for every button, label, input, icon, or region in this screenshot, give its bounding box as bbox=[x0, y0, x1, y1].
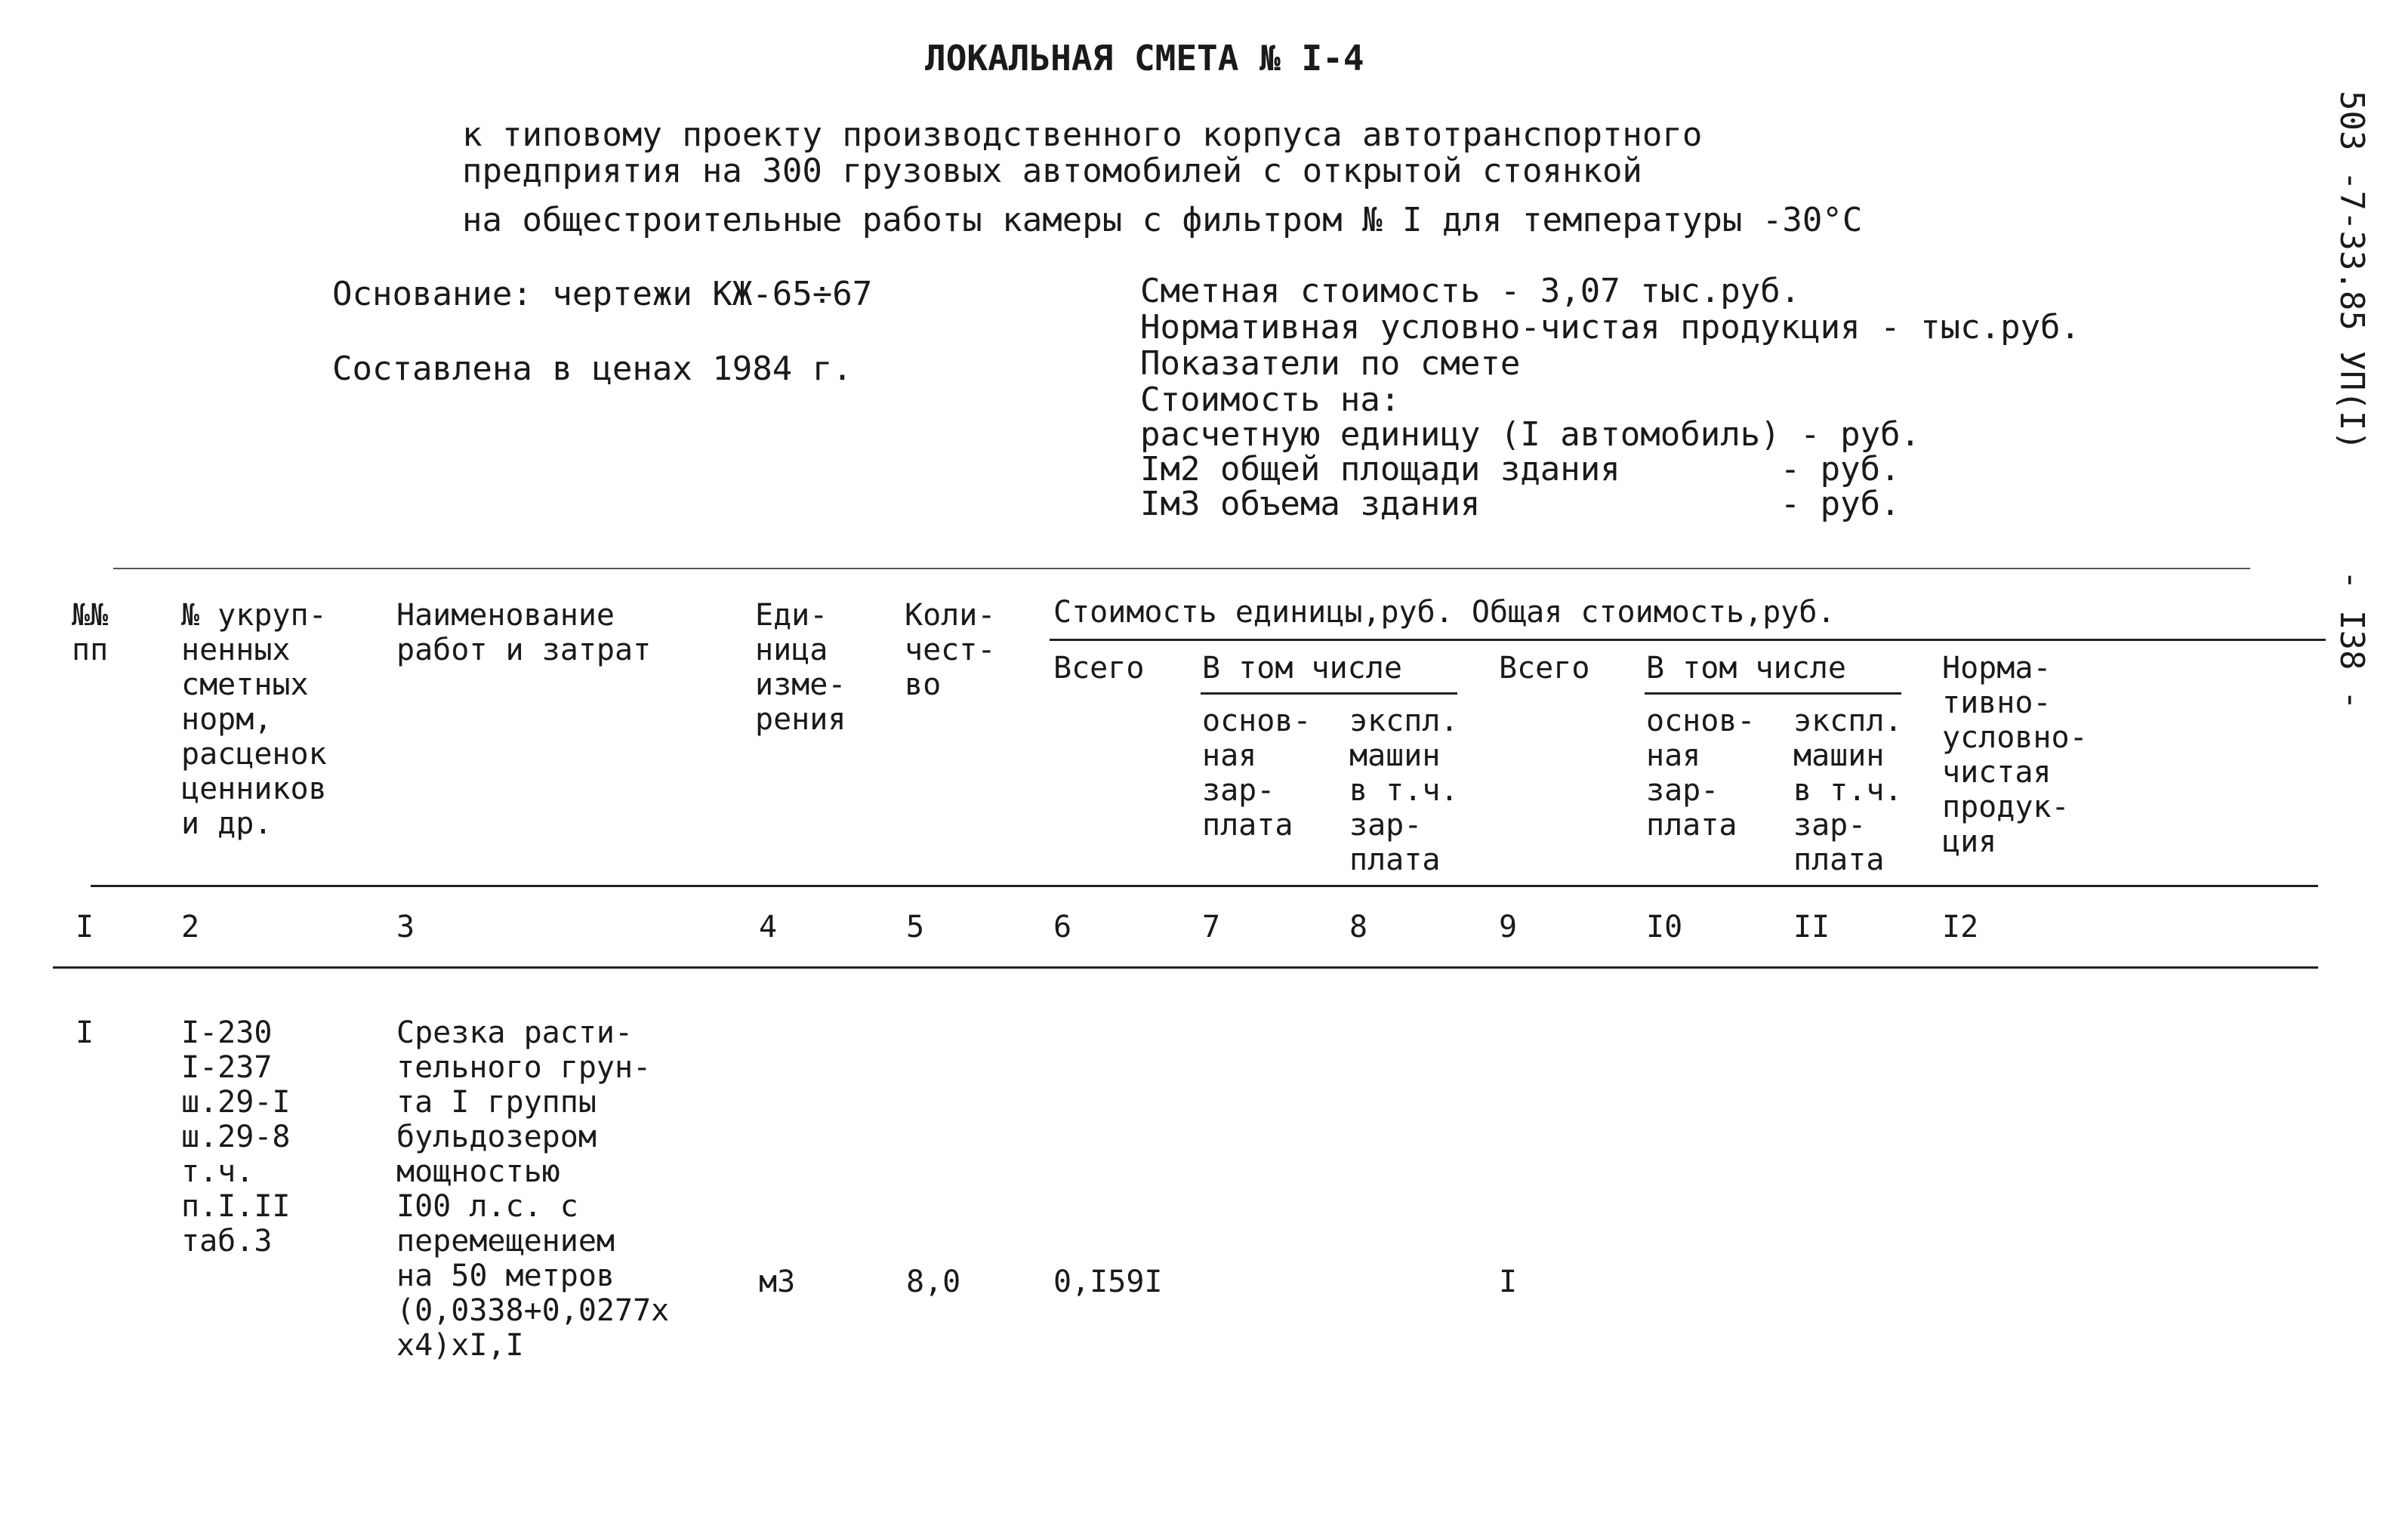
row-quantity: 8,0 bbox=[906, 1265, 961, 1299]
row-unit: м3 bbox=[759, 1265, 796, 1299]
header-bottom-rule bbox=[91, 885, 2318, 887]
col-number-7: 7 bbox=[1202, 910, 1221, 944]
col-number-1: I bbox=[76, 910, 94, 944]
summary-line-4: Стоимость на: bbox=[1140, 381, 1401, 419]
basis-text: Основание: чертежи КЖ-65÷67 bbox=[332, 275, 873, 313]
header-col-1: №№ пп bbox=[72, 598, 109, 667]
header-col-2: № укруп- ненных сметных норм, расценок ценников и др. bbox=[181, 598, 327, 841]
row-total-cost: I bbox=[1499, 1265, 1518, 1299]
header-col-8: экспл. машин в т.ч. зар- плата bbox=[1349, 704, 1459, 877]
col-number-8: 8 bbox=[1349, 910, 1368, 944]
summary-line-1: Сметная стоимость - 3,07 тыс.руб. bbox=[1140, 272, 1801, 310]
numbers-bottom-rule bbox=[53, 966, 2318, 969]
summary-line-2: Нормативная условно-чистая продукция - тыс.руб. bbox=[1140, 308, 2081, 347]
header-col-7: основ- ная зар- плата bbox=[1202, 704, 1312, 843]
header-col-4: Еди- ница изме- рения bbox=[755, 598, 846, 737]
subtitle-line-1: к типовому проекту производственного корпуса автотранспортного bbox=[462, 116, 1703, 154]
header-col-11: экспл. машин в т.ч. зар- плата bbox=[1793, 704, 1903, 877]
header-col-7-group: В том числе bbox=[1202, 651, 1402, 686]
group-header-underline bbox=[1050, 639, 2326, 641]
col-number-11: II bbox=[1793, 910, 1830, 944]
table-top-rule bbox=[113, 568, 2250, 569]
subgroup-underline-1 bbox=[1201, 692, 1457, 695]
col-number-6: 6 bbox=[1053, 910, 1072, 944]
prices-text: Составлена в ценах 1984 г. bbox=[332, 350, 853, 388]
header-col-5: Коли- чест- во bbox=[905, 598, 996, 702]
document-title: ЛОКАЛЬНАЯ СМЕТА № I-4 bbox=[925, 38, 1364, 79]
summary-line-5: расчетную единицу (I автомобиль) - руб. bbox=[1140, 415, 1921, 454]
header-col-9: Всего bbox=[1499, 651, 1590, 686]
subgroup-underline-2 bbox=[1645, 692, 1901, 695]
col-number-2: 2 bbox=[181, 910, 200, 944]
row-unit-cost-total: 0,I59I bbox=[1053, 1265, 1163, 1299]
col-number-4: 4 bbox=[759, 910, 778, 944]
summary-line-3: Показатели по смете bbox=[1140, 344, 1521, 383]
summary-line-6: Iм2 общей площади здания - руб. bbox=[1140, 450, 1901, 488]
row-number: I bbox=[76, 1015, 94, 1050]
subtitle-line-3: на общестроительные работы камеры с фильтром № I для температуры -30°С bbox=[462, 201, 1863, 239]
header-col-10-group: В том числе bbox=[1646, 651, 1846, 686]
col-number-3: 3 bbox=[396, 910, 415, 944]
subtitle-line-2: предприятия на 300 грузовых автомобилей с открытой стоянкой bbox=[462, 152, 1642, 190]
page-number: - I38 - bbox=[2332, 570, 2371, 710]
col-number-5: 5 bbox=[906, 910, 925, 944]
row-norm-codes: I-230 I-237 ш.29-I ш.29-8 т.ч. п.I.II таб.3 bbox=[181, 1015, 291, 1259]
summary-line-7: Iм3 объема здания - руб. bbox=[1140, 485, 1901, 523]
col-number-9: 9 bbox=[1499, 910, 1518, 944]
header-col-10: основ- ная зар- плата bbox=[1646, 704, 1756, 843]
header-col-3: Наименование работ и затрат bbox=[396, 598, 652, 667]
header-col-12: Норма- тивно- условно- чистая продук- ция bbox=[1942, 651, 2088, 859]
header-cost-group: Стоимость единицы,руб. Общая стоимость,руб. bbox=[1053, 595, 1836, 630]
col-number-10: I0 bbox=[1646, 910, 1683, 944]
header-col-6: Всего bbox=[1053, 651, 1145, 686]
side-document-code: 503 -7-33.85 УП(I) bbox=[2332, 91, 2371, 451]
row-work-name: Срезка расти- тельного грун- та I группы бульдозером мощностью I00 л.с. с перемещением на 50 метров (0,0338+0,0277х х4)хI,I bbox=[396, 1015, 670, 1363]
col-number-12: I2 bbox=[1942, 910, 1979, 944]
